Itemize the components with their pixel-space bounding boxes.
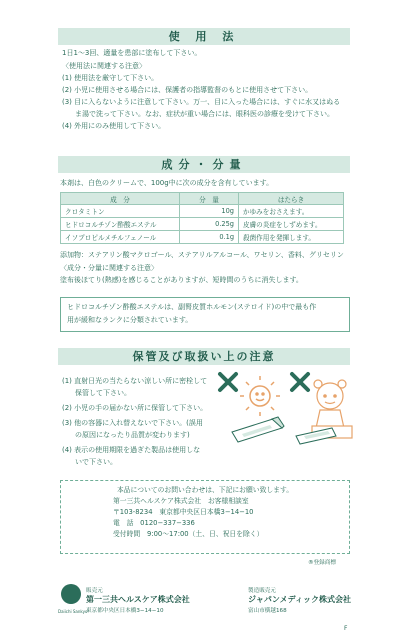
steroid-note-line: 用が緩和なランクに分類されています。 bbox=[67, 315, 193, 324]
usage-item: (4) 外用にのみ使用して下さい。 bbox=[62, 122, 166, 130]
contact-line: 第一三共ヘルスケア株式会社 お客様相談室 bbox=[113, 497, 249, 505]
trademark-note: ®登録商標 bbox=[308, 560, 336, 566]
storage-item: (3) 他の容器に入れ替えないで下さい。(誤用 bbox=[62, 419, 203, 427]
usage-item: (1) 使用法を厳守して下さい。 bbox=[62, 74, 159, 82]
prohibited-x-icon bbox=[220, 374, 236, 390]
table-cell: 殺菌作用を発揮します。 bbox=[239, 231, 344, 244]
storage-title: 保管及び取扱い上の注意 bbox=[58, 348, 350, 365]
sun-icon bbox=[240, 376, 280, 416]
maker-role: 製造販売元 bbox=[248, 588, 276, 594]
usage-item: (2) 小児に使用させる場合には、保護者の指導監督のもとに使用させて下さい。 bbox=[62, 86, 313, 94]
table-cell: 10g bbox=[180, 205, 239, 218]
usage-item: ま湯で洗って下さい。なお、症状が重い場合には、眼科医の診療を受けて下さい。 bbox=[75, 110, 334, 118]
storage-item: の原因になったり品質が変わります) bbox=[75, 431, 190, 439]
storage-item: (1) 直射日光の当たらない涼しい所に密栓して bbox=[62, 377, 208, 385]
usage-item: (3) 目に入らないように注意して下さい。万一、目に入った場合には、すぐに水又はぬる bbox=[62, 98, 341, 106]
maker-name: ジャパンメディック株式会社 bbox=[248, 595, 351, 604]
cream-tube-icon bbox=[232, 417, 284, 442]
steroid-note-box bbox=[60, 297, 350, 332]
usage-title: 使 用 法 bbox=[58, 28, 350, 45]
storage-item: いで下さい。 bbox=[75, 458, 117, 466]
table-cell: 0.25g bbox=[180, 218, 239, 231]
contact-line: 電 話 0120−337−336 bbox=[113, 519, 195, 527]
table-cell: 皮膚の炎症をしずめます。 bbox=[239, 218, 344, 231]
steroid-note-line: ヒドロコルチゾン酢酸エステルは、副腎皮質ホルモン(ステロイド)の中で最も作 bbox=[67, 303, 317, 311]
table-header: はたらき bbox=[239, 193, 344, 205]
prohibited-x-icon bbox=[292, 374, 308, 390]
storage-item: (4) 表示の使用期限を過ぎた製品は使用しな bbox=[62, 446, 201, 454]
table-header: 成 分 bbox=[61, 193, 180, 205]
additives-text: 添加物：ステアリン酸マクロゴール、ステアリルアルコール、ワセリン、香料、グリセリン bbox=[60, 251, 344, 259]
contact-box bbox=[60, 480, 350, 554]
seller-role: 販売元 bbox=[86, 588, 103, 594]
table-header: 分 量 bbox=[180, 193, 239, 205]
contact-line: 受付時間 9:00〜17:00（土、日、祝日を除く） bbox=[113, 530, 264, 538]
table-cell: クロタミトン bbox=[61, 205, 180, 218]
seller-logo bbox=[60, 583, 87, 614]
storage-item: 保管して下さい。 bbox=[75, 389, 131, 397]
maker-address: 富山市横越168 bbox=[248, 608, 287, 614]
seller-logo-text: Daiichi Sankyo bbox=[58, 609, 88, 614]
table-row bbox=[61, 205, 344, 218]
table-cell: イソプロピルメチルフェノール bbox=[61, 231, 180, 244]
ingredient-table bbox=[60, 192, 344, 244]
composition-subheading: 〈成分・分量に関連する注意〉 bbox=[60, 264, 158, 272]
table-header-row bbox=[61, 193, 344, 205]
storage-illustration bbox=[212, 366, 360, 452]
table-cell: ヒドロコルチゾン酢酸エステル bbox=[61, 218, 180, 231]
contact-line: 〒103-8234 東京都中央区日本橋3−14−10 bbox=[113, 508, 254, 516]
table-row bbox=[61, 231, 344, 244]
seller-name: 第一三共ヘルスケア株式会社 bbox=[86, 595, 190, 604]
table-cell: かゆみをおさえます。 bbox=[239, 205, 344, 218]
daiichi-sankyo-logo-icon bbox=[60, 583, 82, 605]
composition-intro: 本剤は、白色のクリームで、100g中に次の成分を含有しています。 bbox=[60, 179, 274, 187]
usage-intro: 1日1～3回、適量を患部に塗布して下さい。 bbox=[62, 49, 202, 57]
composition-note: 塗布後ほてり(熱感)を感じることがありますが、短時間のうちに消失します。 bbox=[60, 276, 303, 284]
usage-subheading: 〈使用法に関連する注意〉 bbox=[62, 62, 146, 70]
contact-line: 本品についてのお問い合わせは、下記にお願い致します。 bbox=[116, 486, 294, 494]
seller-address: 東京都中央区日本橋3−14−10 bbox=[86, 608, 164, 614]
table-row bbox=[61, 218, 344, 231]
composition-title: 成分・分量 bbox=[58, 156, 350, 173]
storage-item: (2) 小児の手の届かない所に保管して下さい。 bbox=[62, 404, 208, 412]
table-cell: 0.1g bbox=[180, 231, 239, 244]
page-letter: F bbox=[344, 625, 348, 632]
